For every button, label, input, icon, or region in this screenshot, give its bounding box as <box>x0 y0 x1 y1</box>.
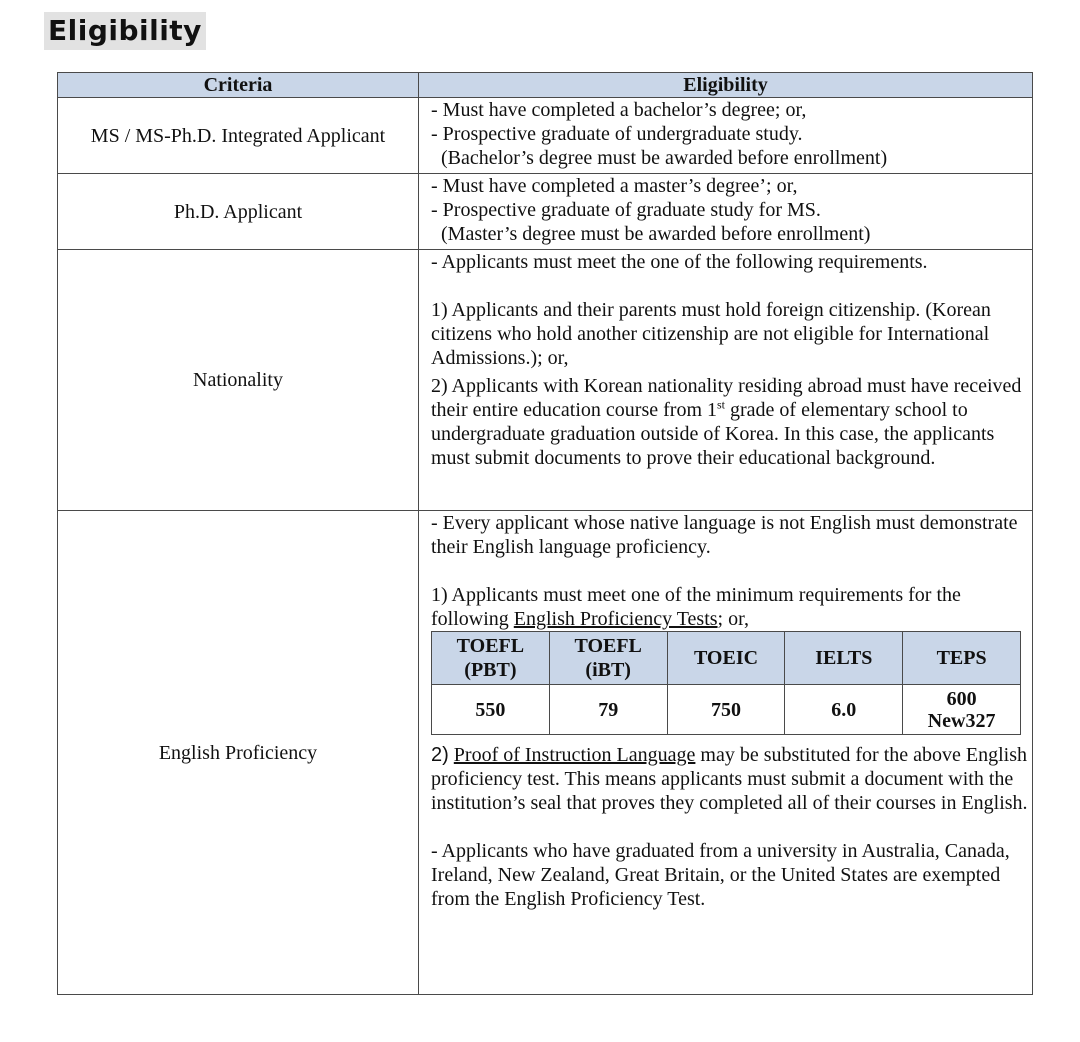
table-row-phd <box>58 174 1033 250</box>
test-score: 750 <box>667 685 785 735</box>
english-item-2-post: may be substituted for the above English proficiency test. This means applicants must submit a document with the institution’s seal that proves they completed all of their courses in English. <box>431 744 1028 814</box>
test-score: 6.0 <box>785 685 903 735</box>
english-exempt: - Applicants who have graduated from a university in Australia, Canada, Ireland, New Zealand, Great Britain, or the United States are exempted from the English Proficiency Test. <box>431 840 1010 910</box>
test-scores-table <box>431 631 1021 735</box>
test-score-teps <box>903 685 1021 735</box>
criteria-phd: Ph.D. Applicant <box>58 174 419 250</box>
english-proficiency-tests-link[interactable]: English Proficiency Tests <box>513 608 718 630</box>
eligibility-phd <box>419 174 1033 250</box>
english-item-2 <box>431 743 1032 815</box>
eligibility-table <box>57 72 1033 995</box>
english-item-1-pre: 1) Applicants must meet one of the minimum requirements for the following <box>431 584 961 630</box>
test-score: 550 <box>432 685 550 735</box>
english-intro: - Every applicant whose native language is not English must demonstrate their English language proficiency. <box>431 512 1018 558</box>
eligibility-header: Eligibility <box>419 73 1033 98</box>
test-header: TOEFL (iBT) <box>549 632 667 685</box>
english-item-1 <box>431 583 1032 631</box>
criteria-nationality: Nationality <box>58 250 419 511</box>
criteria-header: Criteria <box>58 73 419 98</box>
nationality-item-2-post: grade of elementary school to undergraduate graduation outside of Korea. In this case, the applicants must submit documents to prove their educational background. <box>431 399 995 469</box>
phd-line-2: - Prospective graduate of graduate study for MS. <box>431 199 821 221</box>
test-header: IELTS <box>785 632 903 685</box>
eligibility-ms <box>419 98 1033 174</box>
nationality-item-2 <box>431 374 1032 470</box>
test-header: TEPS <box>903 632 1021 685</box>
table-header-row <box>58 73 1033 98</box>
nationality-item-2-sup: st <box>717 397 726 412</box>
test-header: TOEIC <box>667 632 785 685</box>
teps-score: 600 <box>946 687 977 710</box>
ms-line-3: (Bachelor’s degree must be awarded before enrollment) <box>441 147 888 169</box>
phd-line-1: - Must have completed a master’s degree’; or, <box>431 175 798 197</box>
english-item-1-post: ; or, <box>717 608 749 630</box>
test-header-row <box>432 632 1021 685</box>
test-header: TOEFL (PBT) <box>432 632 550 685</box>
eligibility-english <box>419 511 1033 995</box>
nationality-intro: - Applicants must meet the one of the following requirements. <box>431 251 928 273</box>
test-score: 79 <box>549 685 667 735</box>
table-row-english <box>58 511 1033 995</box>
phd-line-3: (Master’s degree must be awarded before enrollment) <box>441 223 871 245</box>
nationality-item-1: 1) Applicants and their parents must hold foreign citizenship. (Korean citizens who hold another citizenship are not eligible for International Admissions.); or, <box>431 299 991 369</box>
ms-line-2: - Prospective graduate of undergraduate study. <box>431 123 803 145</box>
test-score-row <box>432 685 1021 735</box>
criteria-english: English Proficiency <box>58 511 419 995</box>
teps-new-score: New327 <box>927 709 996 732</box>
nationality-item-2-pre: 2) Applicants with Korean nationality residing abroad must have received their entire education course from 1 <box>431 375 1022 421</box>
table-row-ms <box>58 98 1033 174</box>
proof-of-instruction-link[interactable]: Proof of Instruction Language <box>453 744 696 766</box>
page-title: Eligibility <box>44 12 206 50</box>
criteria-ms: MS / MS-Ph.D. Integrated Applicant <box>58 98 419 174</box>
ms-line-1: - Must have completed a bachelor’s degree; or, <box>431 99 807 121</box>
table-row-nationality <box>58 250 1033 511</box>
english-item-2-num: 2) <box>431 744 449 766</box>
eligibility-nationality <box>419 250 1033 511</box>
